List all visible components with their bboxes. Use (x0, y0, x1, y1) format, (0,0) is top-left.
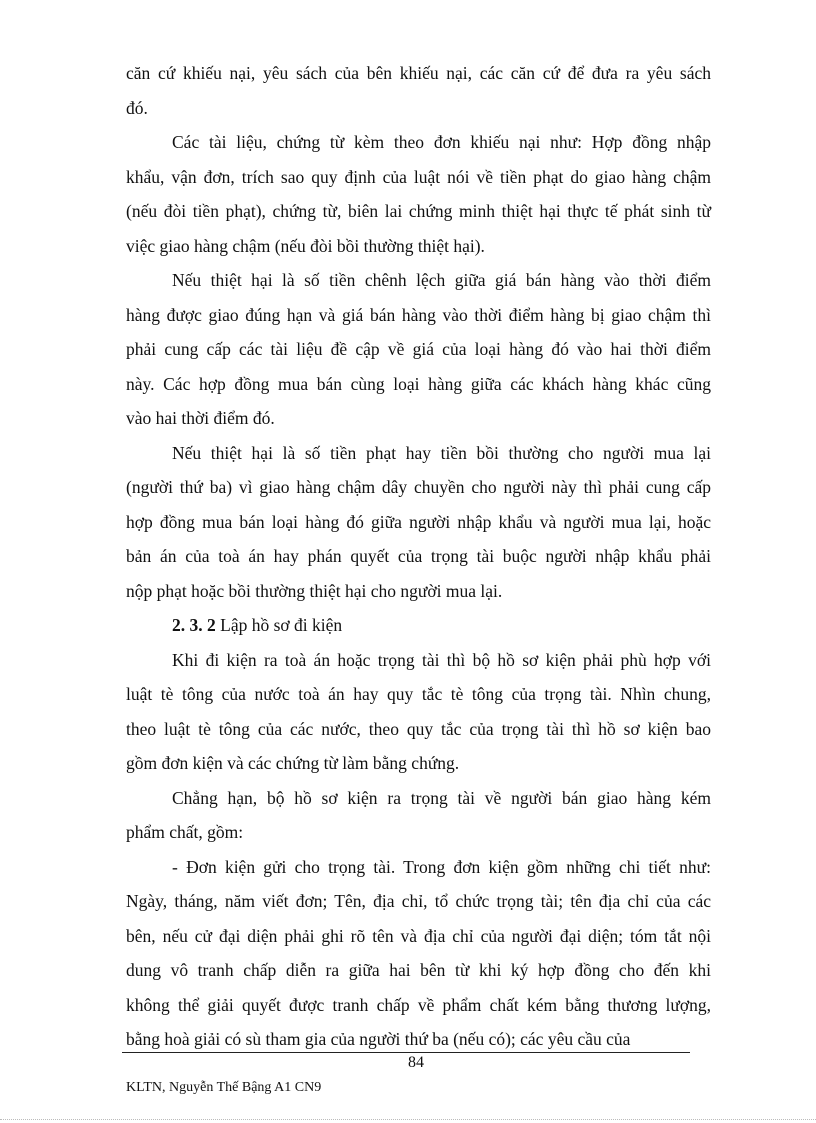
footer-text: KLTN, Nguyễn Thế Bậng A1 CN9 (126, 1080, 322, 1095)
paragraph-line: vào hai thời điểm đó. (126, 408, 275, 428)
paragraph-line: - Đơn kiện gửi cho trọng tài. Trong đơn kiện gồm những chi tiết như: (172, 857, 711, 877)
paragraph-line: bản án của toà án hay phán quyết của trọng tài buộc người nhập khẩu phải (126, 546, 711, 566)
paragraph-line: Khi đi kiện ra toà án hoặc trọng tài thì bộ hồ sơ kiện phải phù hợp với (172, 650, 711, 670)
paragraph-line: phải cung cấp các tài liệu đề cập về giá của loại hàng đó vào hai thời điểm (126, 339, 711, 359)
paragraph-line: Nếu thiệt hại là số tiền phạt hay tiền bồi thường cho người mua lại (172, 443, 711, 463)
page-number: 84 (408, 1054, 424, 1071)
paragraph-line: bằng hoà giải có sù tham gia của người thứ ba (nếu có); các yêu cầu của (126, 1029, 631, 1049)
paragraph-line: này. Các hợp đồng mua bán cùng loại hàng giữa các khách hàng khác cũng (126, 374, 711, 394)
paragraph-line: phẩm chất, gồm: (126, 822, 244, 842)
paragraph-line: đó. (126, 98, 148, 118)
section-title: Lập hồ sơ đi kiện (220, 615, 343, 635)
paragraph-line: gồm đơn kiện và các chứng từ làm bằng chứng. (126, 753, 460, 773)
page-edge-dotted-line (0, 1119, 816, 1120)
paragraph-line: Các tài liệu, chứng từ kèm theo đơn khiếu nại như: Hợp đồng nhập (172, 132, 711, 152)
paragraph-line: không thể giải quyết được tranh chấp về phẩm chất kém bằng thương lượng, (126, 995, 711, 1015)
paragraph-line: Nếu thiệt hại là số tiền chênh lệch giữa giá bán hàng vào thời điểm (172, 270, 711, 290)
paragraph-line: việc giao hàng chậm (nếu đòi bồi thường thiệt hại). (126, 236, 485, 256)
paragraph-line: hàng được giao đúng hạn và giá bán hàng vào thời điểm hàng bị giao chậm thì (126, 305, 711, 325)
footer-rule (122, 1052, 690, 1053)
paragraph-line: (nếu đòi tiền phạt), chứng từ, biên lai chứng minh thiệt hại thực tế phát sinh từ (126, 201, 711, 221)
section-number: 2. 3. 2 (172, 615, 216, 635)
paragraph-line: luật tè tông của nước toà án hay quy tắc tè tông của trọng tài. Nhìn chung, (126, 684, 711, 704)
paragraph-line: hợp đồng mua bán loại hàng đó giữa người nhập khẩu và người mua lại, hoặc (126, 512, 711, 532)
paragraph-line: bên, nếu cử đại diện phải ghi rõ tên và địa chỉ của người đại diện; tóm tắt nội (126, 926, 711, 946)
paragraph-line: theo luật tè tông của các nước, theo quy tắc của trọng tài thì hồ sơ kiện bao (126, 719, 711, 739)
paragraph-line: căn cứ khiếu nại, yêu sách của bên khiếu nại, các căn cứ để đưa ra yêu sách (126, 63, 711, 83)
paragraph-line: khẩu, vận đơn, trích sao quy định của luật nói về tiền phạt do giao hàng chậm (126, 167, 711, 187)
paragraph-line: dung vô tranh chấp diễn ra giữa hai bên từ khi ký hợp đồng cho đến khi (126, 960, 711, 980)
paragraph-line: Ngày, tháng, năm viết đơn; Tên, địa chỉ, tổ chức trọng tài; tên địa chỉ của các (126, 891, 711, 911)
paragraph-line: nộp phạt hoặc bồi thường thiệt hại cho người mua lại. (126, 581, 503, 601)
paragraph-line: (người thứ ba) vì giao hàng chậm dây chuyền cho người này thì phải cung cấp (126, 477, 711, 497)
section-heading (172, 614, 757, 636)
paragraph-line: Chẳng hạn, bộ hồ sơ kiện ra trọng tài về người bán giao hàng kém (172, 788, 711, 808)
